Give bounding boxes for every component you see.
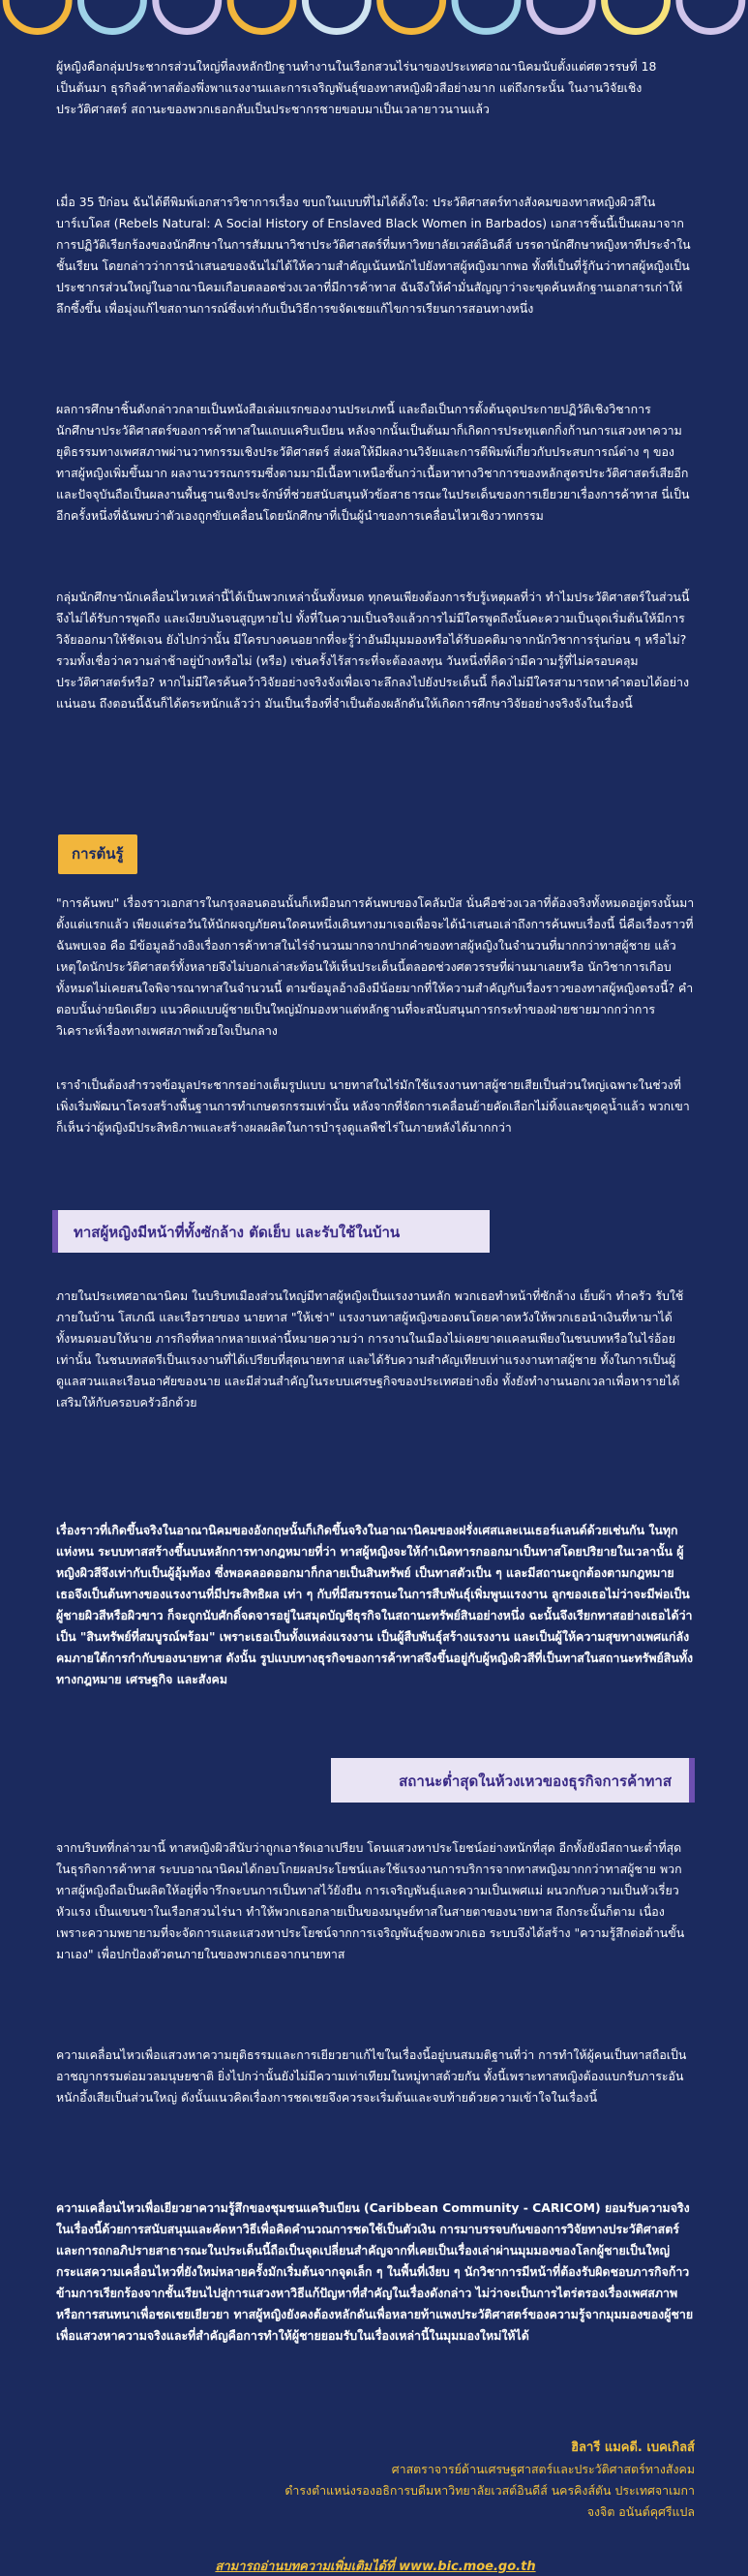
section-tag: การต้นรู้ (58, 834, 137, 874)
subheading-1-container (56, 1210, 695, 1266)
footer (56, 2556, 695, 2576)
paragraph-11: ความเคลื่อนไหวเพื่อเยียวยาความรู้สึกของชุมชนแคริบเบียน (Caribbean Community - CARICOM) ยอมรับความจริงในเรื่องนี้ด้วยการสนับสนุนและคัดหาวิธีเพื่อคิดคำนวณการชดใช้เป็นตัวเงิน การมาบรรจบกันของการวิจัยทางประวัติศาสตร์และการถกอภิปรายสาธารณะในประเด็นนี้ถือเป็นจุดเปลี่ยนสำคัญจากที่เคยเป็นเรื่องเล่าผ่านมุมมองของโลกผู้ชายเป็นใหญ่ กระแสความเคลื่อนไหวที่ยังใหม่หลายครั้งมักเริ่มต้นจากจุดเล็ก ๆ ในพื้นที่เงียบ ๆ นักวิชาการมีหน้าที่ต้องรับผิดชอบภารกิจก้าวข้ามการเรียกร้องจากชั้นเรียนไปสู่การแสวงหาวิธีแก้ปัญหาที่สำคัญในเรื่องดังกล่าว ไม่ว่าจะเป็นการไตร่ตรองเรื่องเพศสภาพหรือการสนทนาเพื่อชดเชยเยียวยา ทาสผู้หญิงยังคงต้องหลักดันเพื่อหลายท้าแพงประวัติศาสตร์ของความรู้จากมุมมองของผู้ชายเพื่อแสวงหาความจริงและที่สำคัญคือการทำให้ผู้ชายยอมรับในเรื่องเหล่านี้ในมุมมองใหม่ให้ได้ (56, 2200, 694, 2343)
author-block (56, 2438, 695, 2523)
paragraph-8: เรื่องราวที่เกิดขึ้นจริงในอาณานิคมของอังกฤษนั้นก็เกิดขึ้นจริงในอาณานิคมของฝรั่งเศสและเนเธอร์แลนด์ด้วยเช่นกัน ในทุกแห่งหน ระบบทาสสร้างขึ้นบนหลักการทางกฎหมายที่ว่า ทาสผู้หญิงจะให้กำเนิดทารกออกมาเป็นทาสโดยปริยายในเวลานั้น ผู้หญิงผิวสีจึงเท่ากับเป็นผู้อุ้มท้อง ซึ่งพอคลอดออกมาก็กลายเป็นสินทรัพย์ เป็นทาสตัวเป็น ๆ และมีสถานะถูกต้องตามกฎหมาย เธอจึงเป็นต้นทางของแรงงานที่มีประสิทธิผล เท่า ๆ กับที่มีสมรรถนะในการสืบพันธุ์เพิ่มพูนแรงงาน ลูกของเธอไม่ว่าจะมีพ่อเป็นผู้ชายผิวสีหรือผิวขาว ก็จะถูกนับศักดิ์จดจารอยู่ในสมุดบัญชีธุรกิจในสถานะทรัพย์สินอย่างหนึ่ง ฉะนั้นจึงเรียกทาสอย่างเธอได้ว่าเป็น "สินทรัพย์ที่สมบูรณ์พร้อม" เพราะเธอเป็นทั้งแหล่งแรงงาน เป็นผู้สืบพันธุ์สร้างแรงงาน และเป็นผู้ให้ความสุขทางเพศแก่ลังคมภายใต้การกำกับของนายทาส ดังนั้น รูปแบบทางธุรกิจของการค้าทาสจึงขึ้นอยู่กับผู้หญิงผิวสีที่เป็นทาสในสถานะทรัพย์สินทั้งทางกฎหมาย เศรษฐกิจ และสังคม (56, 1523, 694, 1686)
article-body (56, 56, 695, 2576)
decoration-arc (529, 0, 592, 31)
top-arc-decoration (0, 0, 748, 54)
footer-link[interactable]: สามารถอ่านบทความเพิ่มเติมได้ที่ www.bic.moe.go.th (215, 2560, 536, 2574)
decoration-arc (230, 0, 293, 31)
author-position: ดำรงตำแหน่งรองอธิการบดีมหาวิทยาลัยเวสต์อินดีส์ นครคิงส์ตัน ประเทศจาเมกา (284, 2483, 695, 2498)
paragraph-9: จากบริบทที่กล่าวมานี้ ทาสหญิงผิวสีนับว่าถูกเอารัดเอาเปรียบ โดนแสวงหาประโยชน์อย่างหนักที่สุด อีกทั้งยังมีสถานะต่ำที่สุดในธุรกิจการค้าทาส ระบบอาณานิคมได้กอบโกยผลประโยชน์และใช้แรงงานการบริการจากทาสหญิงมากกว่าทาสผู้ชาย พวกทาสผู้หญิงถือเป็นผลิตให้อยู่ที่จารึกจะบนการเป็นทาสไว้ยังยืน การเจริญพันธุ์และความเป็นเพศแม่ ผนวกกับความเป็นหัวเรี่ยวหัวแรง เป็นแขนขาในเรือกสวนไร่นา ทำให้พวกเธอกลายเป็นของมนุษย์ทาสในสายตาของนายทาส ถึงกระนั้นก็ตาม เนื่องเพราะความพยายามที่จะจัดการและแสวงหาประโยชน์จากการเจริญพันธุ์ของพวกเธอ ระบบจึงได้สร้าง "ความรู้สึกต่อต้านขั้นมาเอง" เพื่อปกป้องตัวตนภายในของพวกเธอจากนายทาส (56, 1840, 685, 1961)
decoration-arc (6, 0, 69, 31)
decoration-arc (605, 0, 668, 31)
decoration-arc (380, 0, 443, 31)
author-name: ฮิลารี แมคดี. เบคเกิลส์ (571, 2440, 695, 2455)
decoration-arc (305, 0, 368, 31)
paragraph-2: เมื่อ 35 ปีก่อน ฉันได้ตีพิมพ์เอกสารวิชาการเรื่อง ขบถในแบบที่ไม่ได้ตั้งใจ: ประวัติศาสตร์ทางสังคมของทาสหญิงผิวสีในบาร์เบโดส (Rebels Natural: A Social History of Enslaved Black Women in Barbados) เอกสารชิ้นนี้เป็นผลมาจากการปฏิวัติเรียกร้องของนักศึกษาในการสัมมนาวิชาประวัติศาสตร์ที่มหาวิทยาลัยเวสต์อินดีส์ บรรดานักศึกษาหญิงหาทีประจำในชั้นเรียน โดยกล่าวว่าการนำเสนอของฉันไม่ได้ให้ความสำคัญเน้นหนักไปยังทาสผู้หญิงมากพอ ทั้งที่เป็นที่รู้กันว่าทาสผู้หญิงเป็นประชากรส่วนใหญ่ในอาณานิคมเกือบตลอดช่วงเวลาที่มีการค้าทาส ฉันจึงให้คำมั่นสัญญาว่าจะขุดค้นหลักฐานเอกสารเก่าให้ลึกซึ้งขึ้น เพื่อมุ่งแก้ไขสถานการณ์ซึ่งเท่ากับเป็นวิธีการขจัดเชยแก้ไขการเรียนการสอนทางหนึ่ง (56, 195, 691, 316)
subheading-2: สถานะต่ำสุดในห้วงเหวของธุรกิจการค้าทาส (399, 1773, 672, 1790)
paragraph-4: กลุ่มนักศึกษานักเคลื่อนไหวเหล่านี้ได้เป็นพวกเหล่านั้นทั้งหมด ทุกคนเพียงต้องการรับรู้เหตุผลที่ว่า ทำไมประวัติศาสตร์ในส่วนนี้จึงไม่ได้รับการพูดถึง และเงียบงันจนสูญหายไป ทั้งที่ในความเป็นจริงแล้วการไม่มีใครพูดถึงนั้นคะความเป็นจุดเริ่มต้นให้มีการวิจัยออกมาให้ชัดเจน ยังไปกว่านั้น มีใครบางคนอยากที่จะรู้ว่าอันมีมุมมองหรือได้รับอคติมาจากนักวิชาการรุ่นก่อน ๆ หรือไม่? รวมทั้งเชื่อว่าความล่าช้าอยู่บ้างหรือไม่ (หรือ) เช่นครั้งไร้สาระที่จะต้องลงทุน วันหนึ่งที่คิดว่ามีความรู้ที่ไม่ครอบคลุมประวัติศาสตร์หรือ? หากไม่มีใครค้นคว้าวิจัยอย่างจริงจังเพื่อเจาะลึกลงไปยังประเด็นนี้ ก็คงไม่มีใครสามารถหาคำตอบได้อย่างแน่นอน ถึงตอนนี้ฉันก็ได้ตระหนักแล้วว่า มันเป็นเรื่องที่จำเป็นต้องผลักดันให้เกิดการศึกษาวิจัยอย่างจริงจังในเรื่องนี้ (56, 590, 690, 711)
subheading-2-container (56, 1758, 695, 1812)
decoration-arc (156, 0, 219, 31)
author-title: ศาสตราจารย์ด้านเศรษฐศาสตร์และประวัติศาสตร์ทางสังคม (391, 2462, 695, 2476)
paragraph-6: เราจำเป็นต้องสำรวจข้อมูลประชากรอย่างเต็มรูปแบบ นายทาสในไร่มักใช้แรงงานทาสผู้ชายเสียเป็นส่วนใหญ่เฉพาะในช่วงที่เพิ่งเริ่มพัฒนาโครงสร้างพื้นฐานการทำเกษตรกรรมเท่านั้น หลังจากที่จัดการเคลื่อนย้ายคัดเลือกไม่ทิ้งและขุดคูน้ำแล้ว พวกเขาก็เห็นว่าผู้หญิงมีประสิทธิภาพและสร้างผลผลิตในการบำรุงดูแลพืชไร่ในภายหลังได้มากกว่า (56, 1077, 690, 1135)
subheading-1-box (52, 1210, 490, 1253)
subheading-1: ทาสผู้หญิงมีหน้าที่ทั้งซักล้าง ตัดเย็บ และรับใช้ในบ้าน (74, 1224, 401, 1241)
paragraph-5: "การค้นพบ" เรื่องราวเอกสารในกรุงลอนดอนนั้นก็เหมือนการค้นพบของโคลัมบัส นั่นคือช่วงเวลาที่ต้องจริงทั้งหมดอยู่ตรงนั้นมาตั้งแต่แรกแล้ว เพียงแต่รอวันให้นักผจญภัยคนใดคนหนึ่งเดินทางมาเจอเพื่อจะได้นำเสนอเล่าถึงการค้นพบเรื่องนี้ นี่คือเรื่องราวที่ฉันพบเจอ คือ มีข้อมูลอ้างอิงเรื่องการค้าทาสในไร่จำนวนมากจากปากคำของทาสผู้หญิงในจำนวนที่มากกว่าทาสผู้ชาย แล้วเหตุใดนักประวัติศาสตร์ทั้งหลายจึงไม่บอกเล่าสะท้อนให้เห็นประเด็นนี้ตลอดช่วงศตวรรษที่ผ่านมาเลยหรือ นักวิชาการเกือบทั้งหมดไม่เคยสนใจพิจารณาทาสในจำนวนนี้ ตามข้อมูลอ้างอิงมีน้อยมากที่ให้ความสำคัญกับเรื่องราวของทาสผู้หญิงตรงนี้? คำตอบนั้นง่ายนิดเดียว แนวคิดแบบผู้ชายเป็นใหญ่มักมองหาแต่หลักฐานที่จะสนับสนุนการกระทำของฝ่ายชายมากกว่าการวิเคราะห์เรื่องทางเพศสภาพด้วยใจเป็นกลาง (56, 895, 695, 1038)
decoration-arc (80, 0, 143, 31)
subheading-2-box (331, 1758, 695, 1803)
paragraph-7: ภายในประเทศอาณานิคม ในบริบทเมืองส่วนใหญ่มีทาสผู้หญิงเป็นแรงงานหลัก พวกเธอทำหน้าที่ซักล้าง เย็บผ้า ทำครัว รับใช้ภายในบ้าน โสเภณี และเรือรายของ นายทาส "ให้เช่า" แรงงานทาสผู้หญิงของตนโดยคาดหวังให้พวกเธอนำเงินที่หามาได้ทั้งหมดมอบให้นาย ภารกิจที่หลากหลายเหล่านี้หมายความว่า การงานในเมืองไม่เคยขาดแคลนเพียงในชนบทหรือในไร่อ้อยเท่านั้น ในชนบทสตรีเป็นแรงงานที่ได้เปรียบที่สุดนายทาส และได้รับความสำคัญเทียบเท่าแรงงานทาสผู้ชาย ทั้งในการเป็นผู้ดูแลสวนและเรือนอาศัยของนาย และมีส่วนสำคัญในระบบเศรษฐกิจของประเทศอย่างยิ่ง ทั้งยังทำงานนอกเวลาเพื่อหารายได้เสริมให้กับครอบครัวอีกด้วย (56, 1288, 684, 1409)
section-tag-container (56, 823, 695, 887)
decoration-arc (455, 0, 518, 31)
paragraph-1: ผู้หญิงคือกลุ่มประชากรส่วนใหญ่ที่ลงหลักปักฐานทำงานในเรือกสวนไร่นาของประเทศอาณานิคมนับตั้งแต่ศตวรรษที่ 18 เป็นต้นมา ธุรกิจค้าทาสต้องพึ่งพาแรงงานและการเจริญพันธุ์ของทาสหญิงผิวสีอย่างมาก แต่ถึงกระนั้น ในงานวิจัยเชิงประวัติศาสตร์ สถานะของพวกเธอกลับเป็นประชากรชายขอบมาเป็นเวลายาวนานแล้ว (56, 59, 657, 116)
paragraph-3: ผลการศึกษาชิ้นดังกล่าวกลายเป็นหนังสือเล่มแรกของงานประเภทนี้ และถือเป็นการตั้งต้นจุดประกายปฏิวัติเชิงวิชาการนักศึกษาประวัติศาสตร์ของการค้าทาสในแถบแคริบเบียน หลังจากนั้นเป็นต้นมาก็เกิดการประทุแตกกิ่งก้านการแสวงหาความยุติธรรมทางเพศสภาพผ่านวาทกรรมเชิงประวัติศาสตร์ ส่งผลให้มีผลงานวิจัยและการตีพิมพ์เกี่ยวกับประสบการณ์ต่าง ๆ ของทาสผู้หญิงเพิ่มขึ้นมาก ผลงานวรรณกรรมซึ่งตามมามีเนื้อหาเหนือชั้นกว่าเนื้อหาทางวิชาการของหลักสูตรประวัติศาสตร์เสียอีก และปัจจุบันถือเป็นผลงานพื้นฐานเชิงประจักษ์ที่ช่วยสนับสนุนหัวข้อสาธารณะในประเด็นของการเยียวยาเรื่องการค้าทาส นี่เป็นอีกครั้งหนึ่งที่ฉันพบว่าตัวเองถูกขับเคลื่อนโดยนักศึกษาที่เป็นผู้นำของการเคลื่อนไหวเชิงวาทกรรม (56, 402, 690, 523)
decoration-arc (679, 0, 742, 31)
translator: จงจิต อนันต์คุศรีแปล (586, 2504, 695, 2519)
paragraph-10: ความเคลื่อนไหวเพื่อแสวงหาความยุติธรรมและการเยียวยาแก้ไขในเรื่องนี้อยู่บนสมมติฐานที่ว่า การทำให้ผู้คนเป็นทาสถือเป็นอาชญากรรมต่อมวลมนุษยชาติ ยิ่งไปกว่านั้นยังไม่มีความเท่าเทียมในหมู่ทาสด้วยกัน ทั้งนี้เพราะทาสหญิงต้องแบกรับภาระอันหนักอึ้งเสียเป็นส่วนใหญ่ ดังนั้นแนวคิดเรื่องการชดเชยจึงควรจะเริ่มต้นและจบท้ายด้วยความเข้าใจในเรื่องนี้ (56, 2047, 687, 2105)
